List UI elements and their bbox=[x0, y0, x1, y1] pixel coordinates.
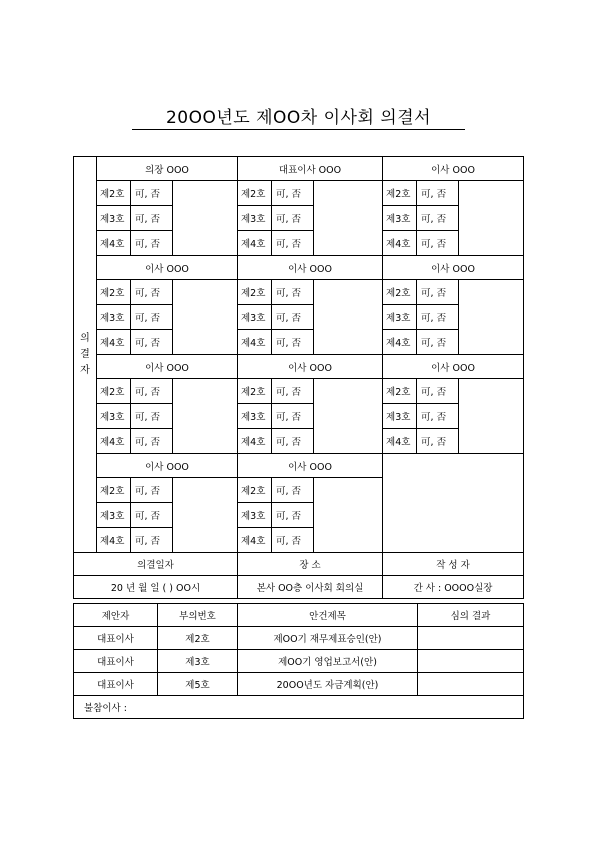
vote-choice[interactable]: 可, 否 bbox=[417, 379, 459, 404]
agenda-item-label: 제3호 bbox=[238, 305, 272, 330]
voter-name: 이사 OOO bbox=[238, 256, 383, 280]
agenda-item-label: 제4호 bbox=[383, 231, 417, 256]
voter-name: 이사 OOO bbox=[383, 355, 524, 379]
signature-box[interactable] bbox=[314, 379, 383, 454]
voter-name: 이사 OOO bbox=[383, 157, 524, 181]
agenda-item-label: 제2호 bbox=[238, 379, 272, 404]
agenda-item-label: 제3호 bbox=[97, 404, 131, 429]
header-writer: 작 성 자 bbox=[383, 553, 524, 576]
vote-choice[interactable]: 可, 否 bbox=[131, 330, 173, 355]
vote-choice[interactable]: 可, 否 bbox=[131, 231, 173, 256]
agenda-item-label: 제4호 bbox=[97, 429, 131, 454]
agenda-number: 제3호 bbox=[158, 650, 238, 673]
vote-choice[interactable]: 可, 否 bbox=[272, 503, 314, 528]
agenda-item-label: 제4호 bbox=[238, 528, 272, 553]
agenda-item-label: 제3호 bbox=[238, 206, 272, 231]
header-review-result: 심의 결과 bbox=[418, 604, 524, 627]
voter-name: 이사 OOO bbox=[383, 256, 524, 280]
agenda-result bbox=[418, 650, 524, 673]
vote-choice[interactable]: 可, 否 bbox=[272, 429, 314, 454]
agenda-item-label: 제3호 bbox=[97, 206, 131, 231]
vote-choice[interactable]: 可, 否 bbox=[417, 181, 459, 206]
agenda-item-label: 제2호 bbox=[238, 181, 272, 206]
agenda-title: 20OO년도 자금계획(안) bbox=[238, 673, 418, 696]
vote-choice[interactable]: 可, 否 bbox=[417, 231, 459, 256]
title-underline bbox=[132, 129, 465, 130]
agenda-result bbox=[418, 627, 524, 650]
vote-choice[interactable]: 可, 否 bbox=[417, 280, 459, 305]
vote-choice[interactable]: 可, 否 bbox=[131, 528, 173, 553]
agenda-item-label: 제4호 bbox=[238, 330, 272, 355]
voter-name: 이사 OOO bbox=[238, 355, 383, 379]
agenda-item-label: 제2호 bbox=[97, 280, 131, 305]
agenda-item-label: 제2호 bbox=[97, 379, 131, 404]
vote-choice[interactable]: 可, 否 bbox=[272, 181, 314, 206]
agenda-item-label: 제2호 bbox=[383, 379, 417, 404]
vote-row bbox=[74, 181, 524, 206]
agenda-row bbox=[74, 627, 524, 650]
agenda-item-label: 제4호 bbox=[383, 429, 417, 454]
vote-choice[interactable]: 可, 否 bbox=[272, 305, 314, 330]
signature-box[interactable] bbox=[173, 280, 238, 355]
header-agenda-number: 부의번호 bbox=[158, 604, 238, 627]
vote-choice[interactable]: 可, 否 bbox=[417, 305, 459, 330]
header-agenda-title: 안건제목 bbox=[238, 604, 418, 627]
vote-choice[interactable]: 可, 否 bbox=[417, 330, 459, 355]
vote-row bbox=[74, 206, 524, 231]
empty-cell bbox=[383, 454, 524, 553]
signature-box[interactable] bbox=[173, 379, 238, 454]
vote-row bbox=[74, 429, 524, 454]
vote-choice[interactable]: 可, 否 bbox=[272, 206, 314, 231]
signature-box[interactable] bbox=[459, 181, 524, 256]
agenda-title: 제OO기 재무제표승인(안) bbox=[238, 627, 418, 650]
vote-choice[interactable]: 可, 否 bbox=[131, 280, 173, 305]
agenda-item-label: 제4호 bbox=[238, 231, 272, 256]
document-title: 20OO년도 제OO차 이사회 의결서 bbox=[165, 108, 432, 128]
vote-choice[interactable]: 可, 否 bbox=[131, 478, 173, 503]
voters-side-label: 의 결 자 bbox=[74, 157, 97, 553]
agenda-item-label: 제4호 bbox=[97, 330, 131, 355]
agenda-item-label: 제4호 bbox=[97, 231, 131, 256]
agenda-item-label: 제4호 bbox=[238, 429, 272, 454]
vote-choice[interactable]: 可, 否 bbox=[417, 429, 459, 454]
agenda-item-label: 제2호 bbox=[97, 478, 131, 503]
signature-box[interactable] bbox=[173, 181, 238, 256]
signature-box[interactable] bbox=[173, 478, 238, 553]
absent-directors: 불참이사 : bbox=[74, 696, 524, 719]
agenda-proposer: 대표이사 bbox=[74, 673, 158, 696]
agenda-item-label: 제3호 bbox=[383, 206, 417, 231]
vote-choice[interactable]: 可, 否 bbox=[272, 379, 314, 404]
voter-name: 의장 OOO bbox=[97, 157, 238, 181]
vote-choice[interactable]: 可, 否 bbox=[131, 404, 173, 429]
voter-name: 대표이사 OOO bbox=[238, 157, 383, 181]
vote-choice[interactable]: 可, 否 bbox=[417, 206, 459, 231]
agenda-item-label: 제2호 bbox=[383, 280, 417, 305]
agenda-number: 제5호 bbox=[158, 673, 238, 696]
vote-row bbox=[74, 231, 524, 256]
vote-choice[interactable]: 可, 否 bbox=[131, 206, 173, 231]
voter-name: 이사 OOO bbox=[97, 256, 238, 280]
agenda-item-label: 제3호 bbox=[238, 404, 272, 429]
header-proposer: 제안자 bbox=[74, 604, 158, 627]
header-resolution-date: 의결일자 bbox=[74, 553, 238, 576]
vote-choice[interactable]: 可, 否 bbox=[272, 478, 314, 503]
vote-row bbox=[74, 305, 524, 330]
agenda-result bbox=[418, 673, 524, 696]
vote-choice[interactable]: 可, 否 bbox=[131, 305, 173, 330]
agenda-row bbox=[74, 673, 524, 696]
vote-choice[interactable]: 可, 否 bbox=[272, 330, 314, 355]
writer-value: 간 사 : OOOO실장 bbox=[383, 576, 524, 599]
agenda-proposer: 대표이사 bbox=[74, 627, 158, 650]
signature-box[interactable] bbox=[459, 379, 524, 454]
header-place: 장 소 bbox=[238, 553, 383, 576]
agenda-item-label: 제3호 bbox=[97, 305, 131, 330]
agenda-item-label: 제3호 bbox=[238, 503, 272, 528]
agenda-item-label: 제2호 bbox=[238, 280, 272, 305]
agenda-row bbox=[74, 650, 524, 673]
vote-choice[interactable]: 可, 否 bbox=[131, 379, 173, 404]
signature-box[interactable] bbox=[314, 181, 383, 256]
voter-name: 이사 OOO bbox=[238, 454, 383, 478]
agenda-table bbox=[73, 603, 524, 719]
vote-choice[interactable]: 可, 否 bbox=[272, 280, 314, 305]
agenda-item-label: 제2호 bbox=[238, 478, 272, 503]
vote-choice[interactable]: 可, 否 bbox=[272, 404, 314, 429]
vote-choice[interactable]: 可, 否 bbox=[131, 181, 173, 206]
agenda-item-label: 제3호 bbox=[97, 503, 131, 528]
place-value: 본사 OO층 이사회 회의실 bbox=[238, 576, 383, 599]
voter-name: 이사 OOO bbox=[97, 454, 238, 478]
signature-box[interactable] bbox=[459, 280, 524, 355]
agenda-item-label: 제2호 bbox=[97, 181, 131, 206]
agenda-number: 제2호 bbox=[158, 627, 238, 650]
voter-name: 이사 OOO bbox=[97, 355, 238, 379]
vote-choice[interactable]: 可, 否 bbox=[131, 429, 173, 454]
agenda-title: 제OO기 영업보고서(안) bbox=[238, 650, 418, 673]
signature-box[interactable] bbox=[314, 280, 383, 355]
agenda-item-label: 제4호 bbox=[97, 528, 131, 553]
agenda-item-label: 제2호 bbox=[383, 181, 417, 206]
vote-row bbox=[74, 404, 524, 429]
vote-row bbox=[74, 330, 524, 355]
signature-box[interactable] bbox=[314, 478, 383, 553]
agenda-item-label: 제4호 bbox=[383, 330, 417, 355]
vote-choice[interactable]: 可, 否 bbox=[131, 503, 173, 528]
agenda-proposer: 대표이사 bbox=[74, 650, 158, 673]
resolution-date-value: 20 년 월 일 ( ) OO시 bbox=[74, 576, 238, 599]
agenda-item-label: 제3호 bbox=[383, 305, 417, 330]
vote-row bbox=[74, 280, 524, 305]
agenda-item-label: 제3호 bbox=[383, 404, 417, 429]
vote-choice[interactable]: 可, 否 bbox=[272, 528, 314, 553]
voters-table bbox=[73, 156, 524, 599]
vote-choice[interactable]: 可, 否 bbox=[417, 404, 459, 429]
vote-choice[interactable]: 可, 否 bbox=[272, 231, 314, 256]
vote-row bbox=[74, 379, 524, 404]
